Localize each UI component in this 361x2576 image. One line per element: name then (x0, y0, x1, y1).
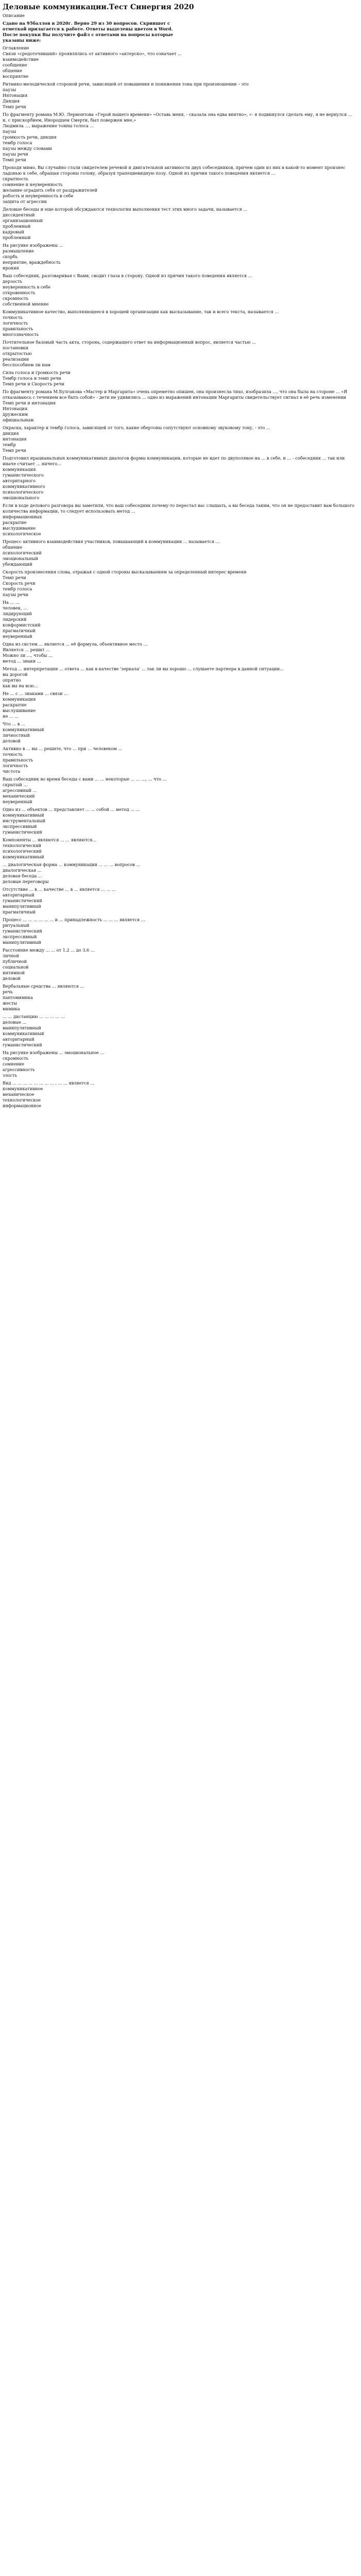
question-block: Одна из систем ... является ... её формула, объективное место ... Является ... решит ... Можно ли ..., чтобы ... метод ... знаки ... (3, 641, 148, 664)
notice-line: После покупки Вы получите файл с ответами на вопросы которые (3, 32, 174, 37)
question-block: Вид ... ... ... ... ... ... ... ... , ... ... является ... коммуникативное механическое технологическое информационное (3, 1080, 95, 1108)
question-block: ... диалогическая форма ... коммуникации ... ... ... вопросов ... диалогическая ... деловая беседа ... деловые переговоры (3, 862, 141, 884)
question-block: Одно из ... объектов ... представляет ... ... собой ... метод ... ... коммуникативный инструментальный экспрессивный гуманистический (3, 807, 140, 835)
question-block: На рисунке изображены ... размышление скорбь неприятие, враждебность ирония (3, 243, 63, 270)
question-block: По фрагменту романа М.Булгакова «Мастер и Маргарита» очень опреметно опишен, она произнесла тихо, изобразила ..., что она была на стороне ... «Я отказываюсь с течением все быть собой» - дети не удивились ... одно из выражений интонации Маргариты свидетельствует сигнал в её речь изменении Темп речи и интонация Интонация дружеским официальным (3, 389, 348, 422)
question-block: Активно в ... вы ... решите, что ... при ... человеком ... точность правильность логичность чистота (3, 746, 123, 774)
notice-line: отметкой прилагается к работе. Ответы выделены цветом в Word. (3, 26, 173, 31)
question-block: Если в ходе делового разговора вы заметили, что ваш собеседник почему-то перестал вас слышать, а вы беседа таким, что он не предоставит вам большого количества информации, то следует использовать метод ... информационных раскрытие выслушивание психологическое (3, 503, 355, 536)
question-block: Окраска, характер и тембр голоса, зависящей от того, какие обертоны сопутствуют основному звуковому тону, - это ... дикция интонация тембр Темп речи (3, 425, 270, 453)
description-heading: Описание (3, 13, 25, 18)
question-block: Ваш собеседник, разговаривая с Вами, сводит глаза в сторону. Одной из причин такого поведения является ... дерзость неуверенность в себе откровенность скромность собственной мнение (3, 273, 252, 307)
question-block: На рисунке изображены ... эмоциональное ... скромность сомнение агрессивность злость (3, 1050, 105, 1078)
notice-line: указаны ниже: (3, 38, 41, 43)
question-block: Почтительное базовый часть акта, сторона, содержащего ответ на информационный вопрос, является частью ... постановки открытостью реализации бесспособием ли нам (3, 340, 256, 367)
question-block: Ваш собеседник во время беседы с вами ... ... некоторые ... ... ..., ... что ... скрытый ... агрессивный ... механический неуверенный (3, 776, 167, 804)
question-block: Метод ... интерпретации ... ответа ... как в качестве 'зеркала' ... так ли вы хорошо ... слушаете партнера в данной ситуации... вы дорогой опрятно как вы на всю... (3, 666, 284, 688)
question-block: Ритмико-мелодической стороной речи, зависящей от повышения и понижения тона при произношении – это паузы Интонация Дикция Темп речи (3, 81, 249, 109)
question-block: Коммуникативное качество, выполняющееся в хорошей организации как высказывание, так и всего текста, называется ... точность логичность правильность многозначность (3, 309, 279, 337)
question-block: Подготовил ирацианальных коммуникативных диалогов формы коммуникации, которые не идет по двуполявое на ... в себе, и ... - собеседник ... так или иначе считает ... ничего... коммуникация гуманистического авторитарного коммуникативного психологического эмоционального (3, 455, 345, 500)
question-block: Вербальные средства ... являются ... речь пантомимика жесты мимика (3, 984, 84, 1011)
question-block: Процесс ... ... ... ... ... ... и ... принадлежность ... ... ... является ... ритуальный гуманистический экспрессивный манипулятивный (3, 917, 145, 945)
question-block: Скорость произнесения слова, отражая с одной стороны высказываниям за определенный интерес времени Темп речи Скорость речи тембр голоса паузы речи (3, 569, 247, 597)
question-block: Отсутствие ... в ... качестве ... в ... является ... ... ... авторитарный гуманистический манипулятивный прагматичный (3, 887, 116, 914)
question-block: ... ... дистанцию ... ... ... ... ... деловые ... манипулятивный коммуникативный авторитарный гуманистический (3, 1014, 65, 1047)
question-list (3, 45, 356, 1109)
purchase-notice (3, 21, 356, 43)
question-block: Процесс активного взаимодействия участников, повышающий в коммуникации ... называется ... общение психологический эмоциональный убеждающий (3, 539, 220, 567)
question-block: Компоненты ... являются ... ... являются... технологический психологический коммуникативный (3, 837, 97, 859)
question-block: На ... ... человек, ... лидирующий лидерский конформистский прагматичный неуверенный (3, 600, 41, 639)
document-title: Деловые коммуникации.Тест Синергия 2020 (3, 3, 194, 11)
question-block: Что ... в ... коммуникативный личностный деловой (3, 721, 44, 743)
question-block: Деловые беседы и еще которой обсуждаются технологии выполнения тест этих много задачи, называется ... диссидентный организационный проблемный кадровый проблемный (3, 207, 248, 240)
question-block: Оглавление Связи «средоточивший» проявлялись от активного «актерско», что означает ... взаимодействие сообщение общение восприятие (3, 45, 182, 79)
question-block: Расстояние между ... ... от 1,2 ... до 3,6 ... личной публичной социальной интимной деловой (3, 947, 95, 981)
question-block: Сила голоса и громкость речи Тембр голоса и темп речи Темп речи и Скорость речи (3, 370, 71, 386)
question-block: Не ... с ... знаками ... связи ... коммуникация раскрытие выслушивание не ... ... (3, 691, 68, 719)
question-block: По фрагменту романа М.Ю. Лермонтова «Герой нашего времени» «Оставь меня, - сказала она едва внятно», «- я подвинулся сделать ему, я не вернулся …и, с прискорбием, Инородцем Смерти, был повержен мне,» Людмила ..., выражение тонны голоса ... паузы громкость речи, дикция тембр голоса паузы между словами паузы речи Темп речи (3, 112, 353, 162)
question-block: Проходя мимо, Вы случайно стали свидетелем речевой и двигательной активности двух собеседников, причем один из них в какой-то момент произнес ладонью к себе, обращая стороны голову, образуя трапециевидную позу. Одной из причин такого поведения является ... скрытность сомнение и неуверенность желание оградить себя от раздражителей робость и неуверенность в себе защита от агрессии (3, 165, 346, 204)
notice-line: Сдано на 95баллов в 2020г. Верно 29 из 30 вопросов. Скриншот с (3, 21, 170, 26)
